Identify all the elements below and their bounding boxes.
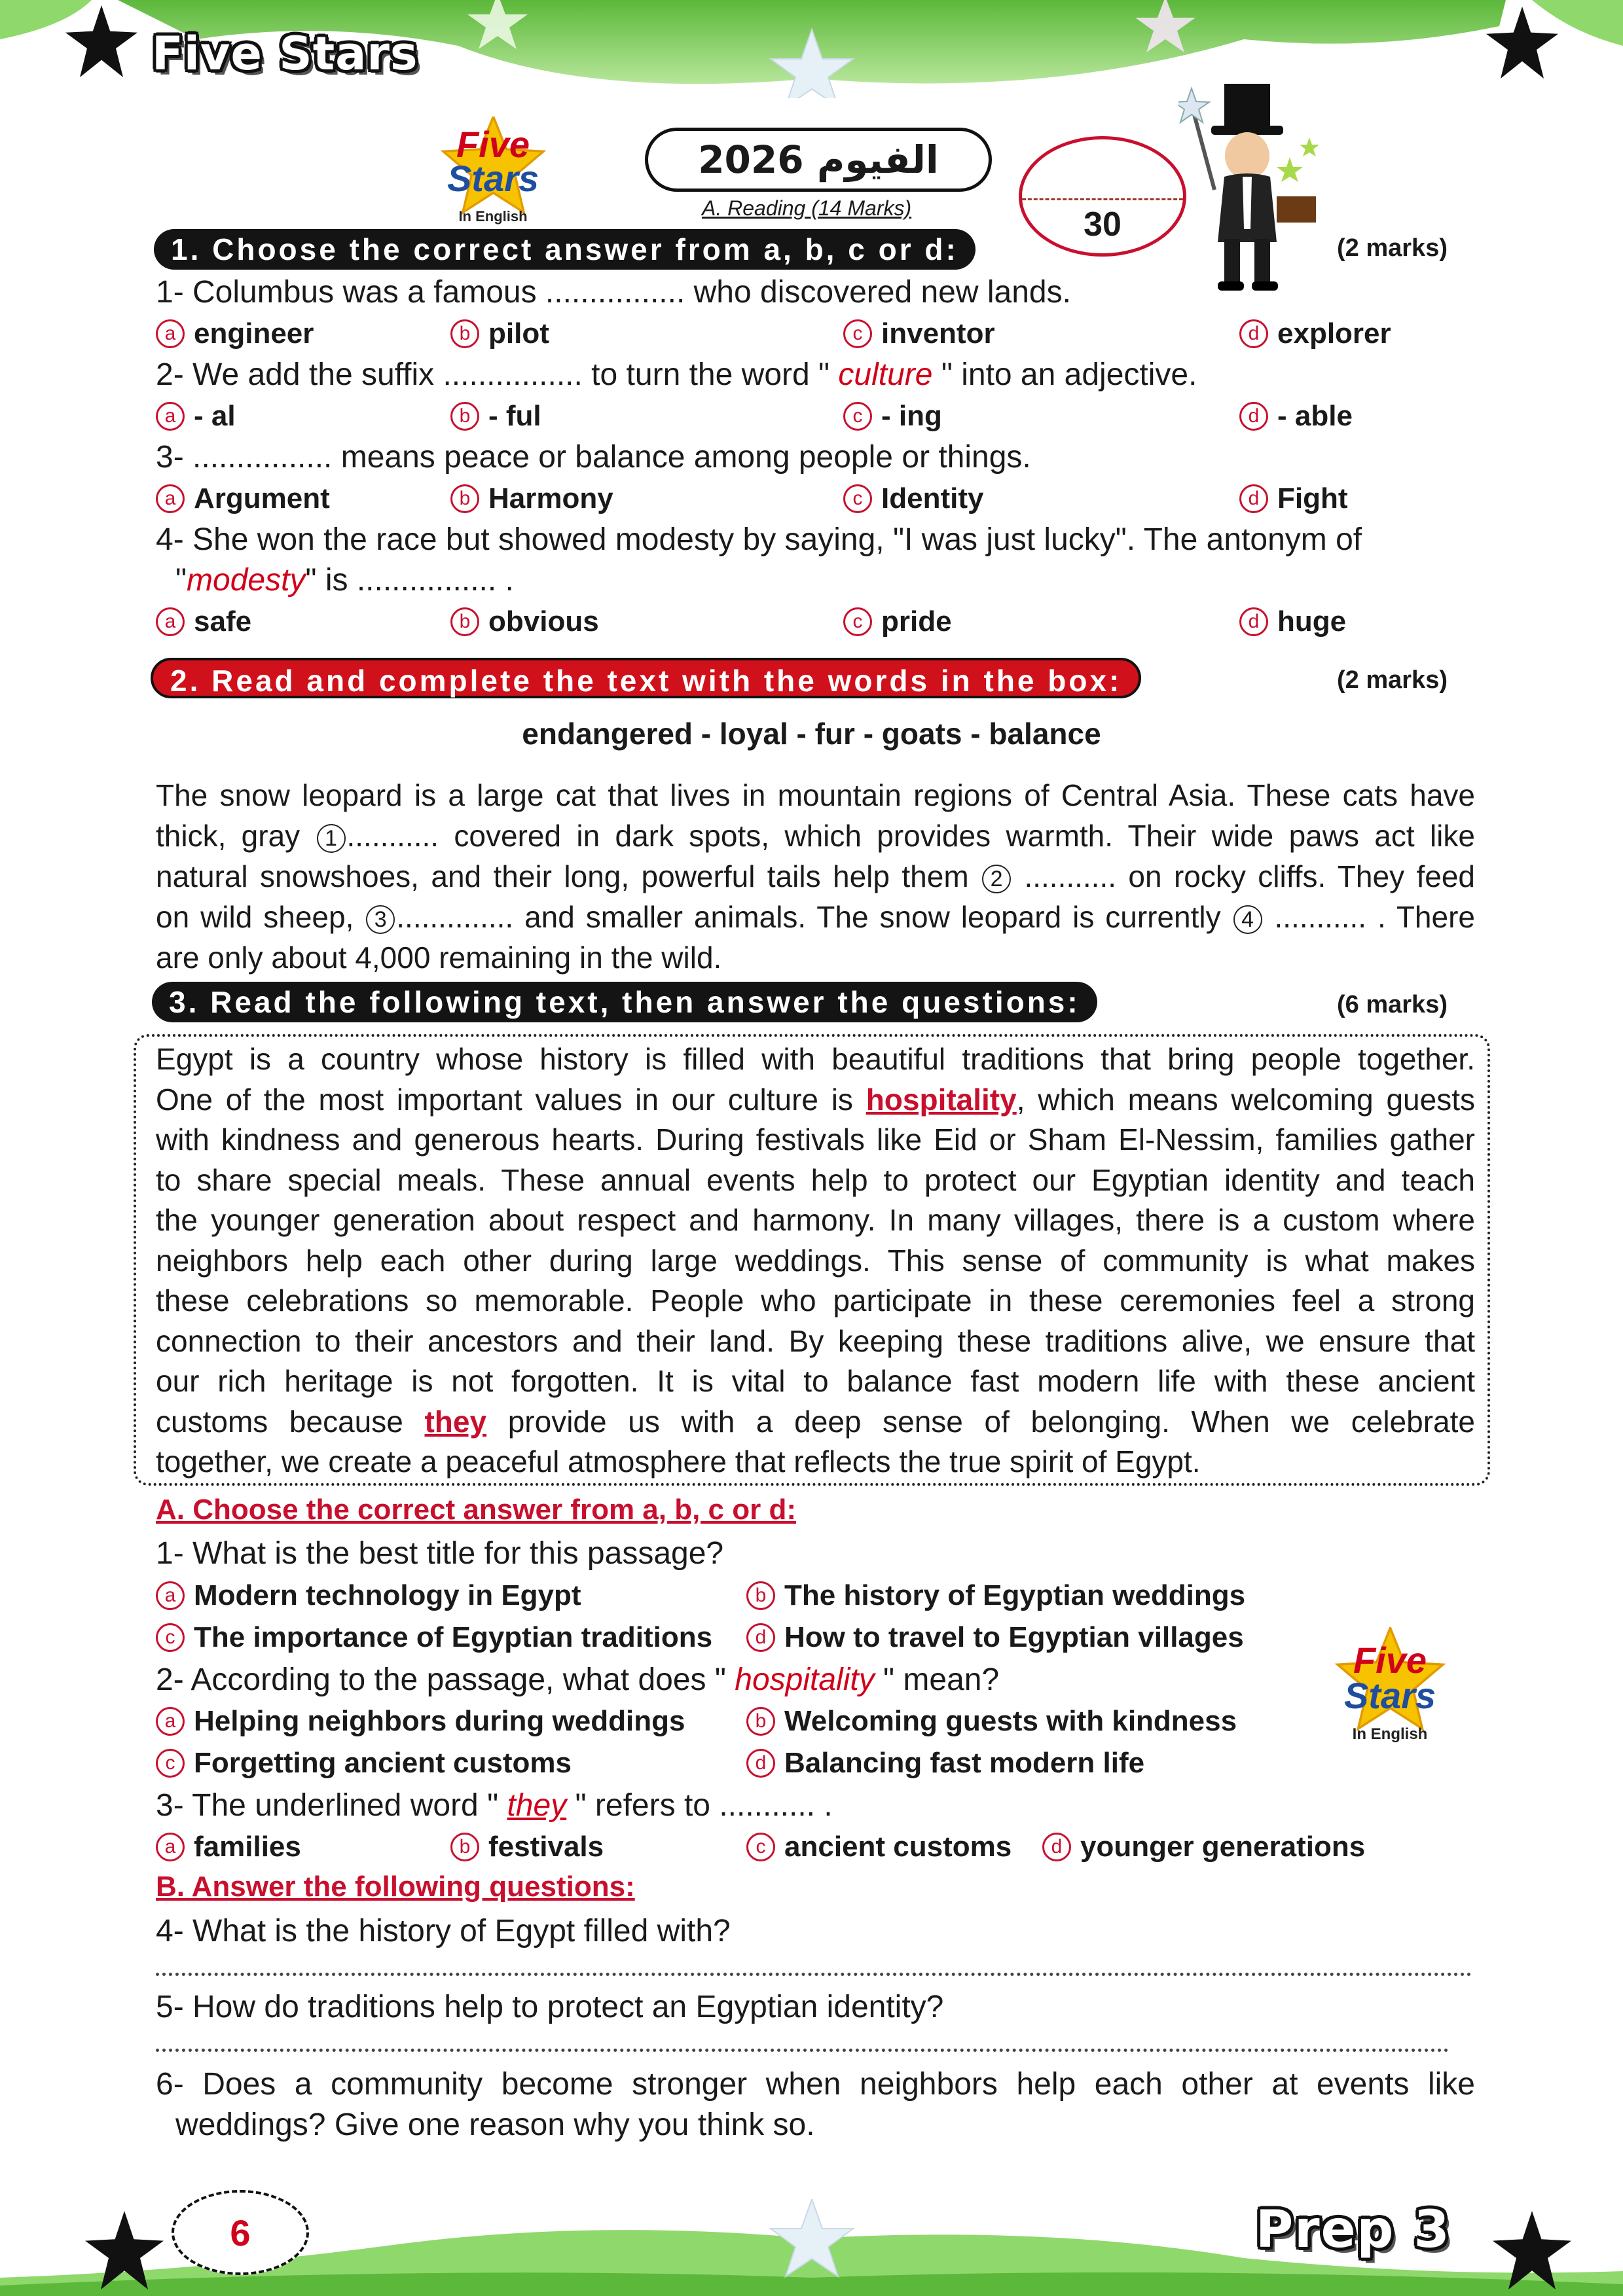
a2-option-d[interactable]: d Balancing fast modern life [746,1744,1144,1783]
q1-item4-stem-line1: 4- She won the race but showed modesty by saying, "I was just lucky". The antonym of [156,522,1362,557]
q3-marks: (6 marks) [1337,991,1448,1018]
a3-option-d[interactable]: d younger generations [1042,1827,1365,1867]
passage-line: with kindness and generous hearts. During festivals like Eid or Sham El-Nessim, families gather [156,1122,1475,1157]
q1-item4-option-a[interactable]: a safe [156,602,251,641]
q1-item2-option-b[interactable]: b - ful [450,397,541,436]
q1-item4-option-d[interactable]: d huge [1239,602,1346,641]
q1-item4-option-b[interactable]: b obvious [450,602,599,641]
badge-line3: In English [1352,1725,1428,1743]
q1-item1-option-b[interactable]: b pilot [450,314,549,353]
b6-question-line2: weddings? Give one reason why you think so. [175,2108,815,2142]
q1-item2-option-a[interactable]: a - al [156,397,236,436]
a3-option-b[interactable]: b festivals [450,1827,604,1867]
q3-header: 3. Read the following text, then answer the questions: [152,982,1097,1022]
badge-line2: Stars [447,158,539,199]
q2-line5: are only about 4,000 remaining in the wild. [156,941,722,975]
blank-number-3: 3 [366,905,395,934]
badge-line1: Five [1353,1640,1427,1681]
passage-line: our rich heritage is not forgotten. It is vital to balance fast modern life with these ancient [156,1364,1475,1398]
blank-number-1: 1 [317,824,346,853]
q1-item4-option-c[interactable]: c pride [843,602,952,641]
q1-item3-stem: 3- ................ means peace or balance among people or things. [156,440,1031,475]
score-value: 30 [1084,206,1122,243]
q1-item1-stem: 1- Columbus was a famous ................ who discovered new lands. [156,275,1071,310]
exam-title-box [645,128,992,192]
part-a-heading: A. Choose the correct answer from a, b, c or d: [156,1494,796,1526]
passage-line: customs because they provide us with a deep sense of belonging. When we celebrate [156,1404,1475,1439]
q2-line4: on wild sheep, 3 .............. and smaller animals. The snow leopard is currently 4 ........... . There [156,900,1475,934]
q1-item3-option-c[interactable]: c Identity [843,479,983,518]
passage-line: to share special meals. These annual events help to protect our Egyptian identity and teach [156,1162,1475,1197]
passage-line: these celebrations so memorable. People who participate in these ceremonies feel a strong [156,1283,1475,1318]
star-icon-top-left [65,5,137,77]
q1-marks: (2 marks) [1337,234,1448,262]
q2-line3: natural snowshoes, and their long, powerful tails help them 2 ........... on rocky cliffs. They feed [156,859,1475,893]
five-stars-badge-small [1321,1627,1459,1758]
a3-option-a[interactable]: a families [156,1827,301,1867]
a1-stem: 1- What is the best title for this passage? [156,1536,724,1571]
option-letter-d: d [1239,319,1268,348]
a2-option-c[interactable]: c Forgetting ancient customs [156,1744,572,1783]
star-icon-bottom-left [85,2211,164,2289]
a1-option-a[interactable]: a Modern technology in Egypt [156,1576,581,1615]
q1-item2-option-c[interactable]: c - ing [843,397,942,436]
magician-illustration [1178,79,1329,295]
b4-answer-line[interactable] [156,1973,1472,1976]
passage-line: connection to their ancestors and their land. By keeping these traditions alive, we ensure that [156,1323,1475,1358]
part-b-heading: B. Answer the following questions: [156,1871,635,1903]
five-stars-badge [424,117,562,228]
star-icon-top-right [1486,7,1558,79]
word-box: endangered - loyal - fur - goats - balance [522,717,1101,751]
page-number: 6 [230,2212,251,2253]
a1-option-c[interactable]: c The importance of Egyptian traditions [156,1618,712,1657]
q1-item3-option-d[interactable]: d Fight [1239,479,1348,518]
a1-option-d[interactable]: d How to travel to Egyptian villages [746,1618,1244,1657]
q1-item3-option-a[interactable]: a Argument [156,479,330,518]
score-circle [1019,136,1186,257]
passage-line: neighbors help each other during large weddings. This sense of community is what makes [156,1243,1475,1278]
passage-line: One of the most important values in our culture is hospitality, which means welcoming guests [156,1082,1475,1117]
q1-header: 1. Choose the correct answer from a, b, c or d: [154,229,976,270]
badge-line1: Five [456,124,530,165]
b5-question: 5- How do traditions help to protect an Egyptian identity? [156,1990,944,2024]
passage-line: Egypt is a country whose history is filled with beautiful traditions that bring people together. [156,1042,1475,1076]
option-letter-a: a [156,319,185,348]
header-logo-text: Five Stars [152,27,418,81]
q1-item2-stem: 2- We add the suffix ................ to turn the word " culture " into an adjective. [156,357,1197,392]
a1-option-b[interactable]: b The history of Egyptian weddings [746,1576,1245,1615]
blank-number-4: 4 [1233,905,1262,934]
level-label: Prep 3 [1256,2200,1451,2259]
a3-option-c[interactable]: c ancient customs [746,1827,1012,1867]
page-number-box [172,2190,309,2275]
q1-item3-option-b[interactable]: b Harmony [450,479,613,518]
passage [156,1039,1475,1482]
badge-line3: In English [458,208,528,224]
a2-option-b[interactable]: b Welcoming guests with kindness [746,1702,1237,1741]
b6-question-line1: 6- Does a community become stronger when neighbors help each other at events like [156,2067,1475,2102]
q1-item1-option-c[interactable]: c inventor [843,314,995,353]
option-letter-c: c [843,319,872,348]
underlined-hospitality: hospitality [866,1082,1017,1117]
passage-line: together, we create a peaceful atmosphere that reflects the true spirit of Egypt. [156,1444,1201,1479]
q1-item1-option-d[interactable]: d explorer [1239,314,1391,353]
passage-line: the younger generation about respect and harmony. In many villages, there is a custom where [156,1203,1475,1237]
badge-line2: Stars [1343,1675,1436,1716]
star-icon-bottom-right [1493,2211,1571,2289]
a2-stem: 2- According to the passage, what does " hospitality " mean? [156,1662,1000,1697]
section-label: A. Reading (14 Marks) [702,196,912,220]
b4-question: 4- What is the history of Egypt filled with? [156,1914,731,1948]
q1-item1-option-a[interactable]: a engineer [156,314,314,353]
a3-stem: 3- The underlined word " they " refers to ........... . [156,1788,833,1823]
b5-answer-line[interactable] [156,2049,1449,2052]
q1-item4-stem-line2: "modesty" is ................ . [175,563,514,598]
q2-line1: The snow leopard is a large cat that lives in mountain regions of Central Asia. These cats have [156,778,1475,812]
exam-title: الفيوم 2026 [698,137,939,182]
option-letter-b: b [450,319,479,348]
q2-line2: thick, gray 1 ........... covered in dark spots, which provides warmth. Their wide paws act like [156,819,1475,853]
underlined-they: they [424,1404,487,1439]
q2-marks: (2 marks) [1337,666,1448,694]
a2-option-a[interactable]: a Helping neighbors during weddings [156,1702,685,1741]
q2-header: 2. Read and complete the text with the words in the box: [151,658,1141,698]
q1-item2-option-d[interactable]: d - able [1239,397,1353,436]
blank-number-2: 2 [982,865,1011,893]
